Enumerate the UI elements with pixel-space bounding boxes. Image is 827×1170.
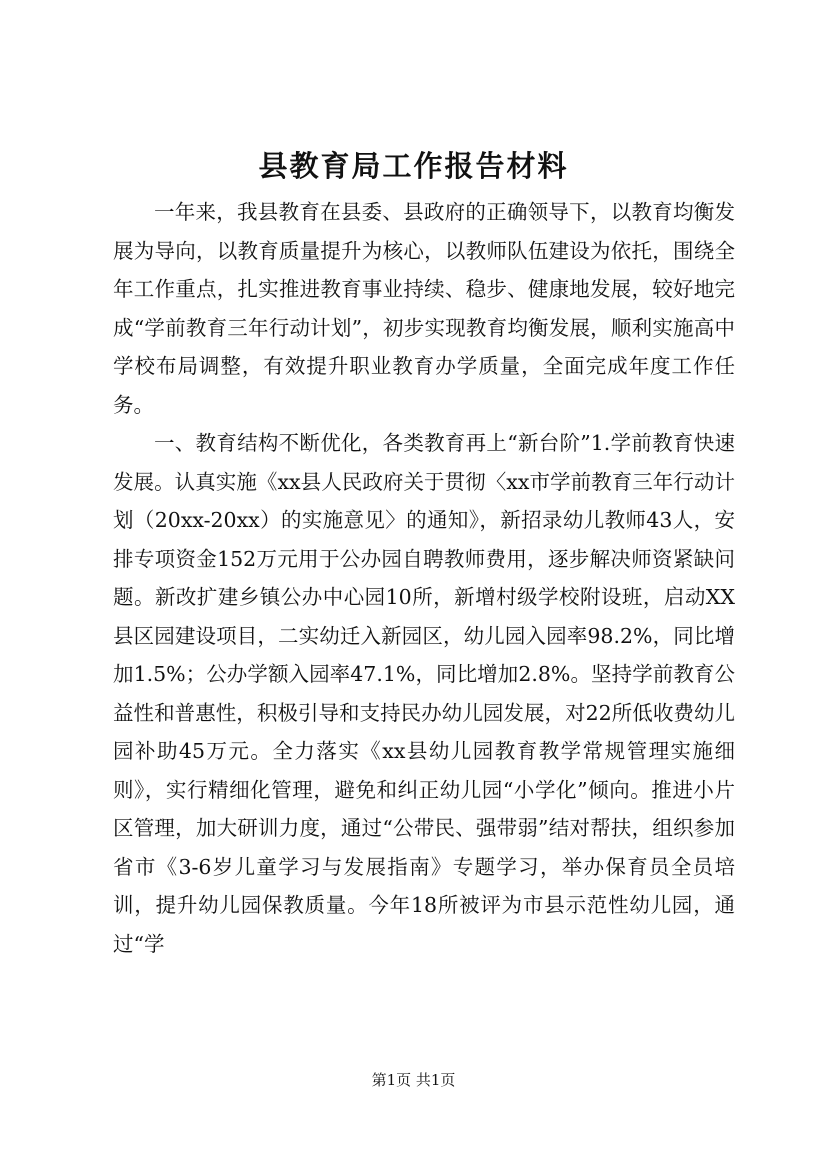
document-title: 县教育局工作报告材料 [258, 149, 569, 183]
document-body [113, 193, 735, 963]
paragraph-intro: 一年来，我县教育在县委、县政府的正确领导下，以教育均衡发展为导向，以教育质量提升为核心，以教师队伍建设为依托，围绕全年工作重点，扎实推进教育事业持续、稳步、健康地发展，较好地完成“学前教育三年行动计划”，初步实现教育均衡发展，顺利实施高中学校布局调整，有效提升职业教育办学质量，全面完成年度工作任务。 [113, 200, 735, 417]
paragraph-section-one: 一、教育结构不断优化，各类教育再上“新台阶”1.学前教育快速发展。认真实施《xx县人民政府关于贯彻〈xx市学前教育三年行动计划（20xx-20xx）的实施意见〉的通知》，新招录幼儿教师43人，安排专项资金152万元用于公办园自聘教师费用，逐步解决师资紧缺问题。新改扩建乡镇公办中心园10所，新增村级学校附设班，启动XX县区园建设项目，二实幼迁入新园区，幼儿园入园率98.2%，同比增加1.5%；公办学额入园率47.1%，同比增加2.8%。坚持学前教育公益性和普惠性，积极引导和支持民办幼儿园发展，对22所低收费幼儿园补助45万元。全力落实《xx县幼儿园教育教学常规管理实施细则》，实行精细化管理，避免和纠正幼儿园“小学化”倾向。推进小片区管理，加大研训力度，通过“公带民、强带弱”结对帮扶，组织参加省市《3-6岁儿童学习与发展指南》专题学习，举办保育员全员培训，提升幼儿园保教质量。今年18所被评为市县示范性幼儿园，通过“学 [113, 431, 735, 956]
page-number-footer: 第1页 共1页 [371, 1071, 456, 1089]
